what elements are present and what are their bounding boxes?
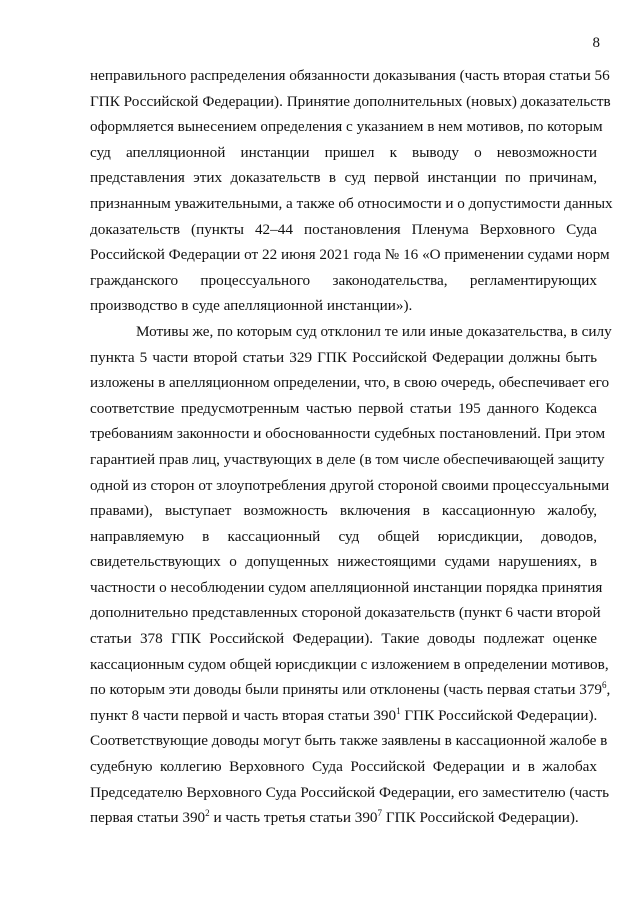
- paragraph-2-line: изложены в апелляционном определении, что, в свою очередь, обеспечивает его: [90, 374, 610, 392]
- line-text: первая статьи 390: [90, 809, 206, 827]
- paragraph-1-line: доказательств (пункты 42–44 постановления Пленума Верховного Суда: [90, 220, 597, 238]
- line-text: пункт 8 части первой и часть вторая статьи 390: [90, 706, 397, 724]
- paragraph-2-line: Соответствующие доводы могут быть также заявлены в кассационной жалобе в: [90, 732, 608, 750]
- body-text: [90, 63, 613, 831]
- paragraph-2-line: гарантией прав лиц, участвующих в деле (в том числе обеспечивающей защиту: [90, 450, 605, 468]
- line-text: по которым эти доводы были приняты или отклонены (часть первая статьи 379: [90, 681, 603, 699]
- page-number: 8: [592, 35, 600, 51]
- line-text: ГПК Российской Федерации).: [400, 706, 598, 724]
- paragraph-2-line: соответствие предусмотренным частью первой статьи 195 данного Кодекса: [90, 399, 597, 417]
- paragraph-1-line: представления этих доказательств в суд первой инстанции по причинам,: [90, 169, 597, 187]
- paragraph-1-line: производство в суде апелляционной инстанции»).: [90, 297, 413, 315]
- line-text: и часть третья статьи 390: [209, 809, 378, 827]
- superscript: 7: [377, 808, 383, 819]
- paragraph-1-line: неправильного распределения обязанности доказывания (часть вторая статьи 56: [90, 67, 610, 84]
- line-text: ,: [606, 681, 611, 699]
- paragraph-1-line: суд апелляционной инстанции пришел к выводу о невозможности: [90, 143, 597, 161]
- paragraph-1-line: гражданского процессуального законодательства, регламентирующих: [90, 271, 597, 289]
- paragraph-1-line: оформляется вынесением определения с указанием в нем мотивов, по которым: [90, 118, 603, 136]
- paragraph-2-line: правами), выступает возможность включения в кассационную жалобу,: [90, 502, 597, 520]
- paragraph-1-line: признанным уважительными, а также об относимости и о допустимости данных: [90, 194, 613, 212]
- paragraph-2-line: одной из сторон от злоупотребления другой стороной своими процессуальными: [90, 476, 610, 494]
- paragraph-2-line: направляемую в кассационный суд общей юрисдикции, доводов,: [90, 527, 597, 545]
- superscript: 2: [205, 808, 210, 819]
- line-text: ГПК Российской Федерации).: [382, 809, 579, 827]
- paragraph-2-line: частности о несоблюдении судом апелляционной инстанции порядка принятия: [90, 578, 603, 596]
- paragraph-2-line: [90, 703, 597, 729]
- paragraph-2-line: кассационным судом общей юрисдикции с изложением в определении мотивов,: [90, 655, 609, 673]
- paragraph-2-line: свидетельствующих о допущенных нижестоящими судами нарушениях, в: [90, 553, 597, 571]
- superscript: 1: [396, 705, 401, 716]
- paragraph-1-line: ГПК Российской Федерации). Принятие дополнительных (новых) доказательств: [90, 92, 611, 110]
- paragraph-1-line: Российской Федерации от 22 июня 2021 года № 16 «О применении судами норм: [90, 246, 610, 264]
- paragraph-2-line: пункта 5 части второй статьи 329 ГПК Российской Федерации должны быть: [90, 348, 597, 366]
- paragraph-2-line: [90, 805, 597, 831]
- paragraph-2-line: судебную коллегию Верховного Суда Российской Федерации и в жалобах: [90, 758, 597, 776]
- superscript: 6: [602, 680, 607, 691]
- paragraph-2-line: дополнительно представленных стороной доказательств (пункт 6 части второй: [90, 604, 601, 622]
- paragraph-2-line: Председателю Верховного Суда Российской Федерации, его заместителю (часть: [90, 783, 610, 801]
- paragraph-2-line: Мотивы же, по которым суд отклонил те или иные доказательства, в силу: [136, 322, 612, 340]
- paragraph-2-line: требованиям законности и обоснованности судебных постановлений. При этом: [90, 425, 606, 443]
- paragraph-2-line: [90, 677, 611, 703]
- paragraph-2-line: статьи 378 ГПК Российской Федерации). Такие доводы подлежат оценке: [90, 630, 597, 648]
